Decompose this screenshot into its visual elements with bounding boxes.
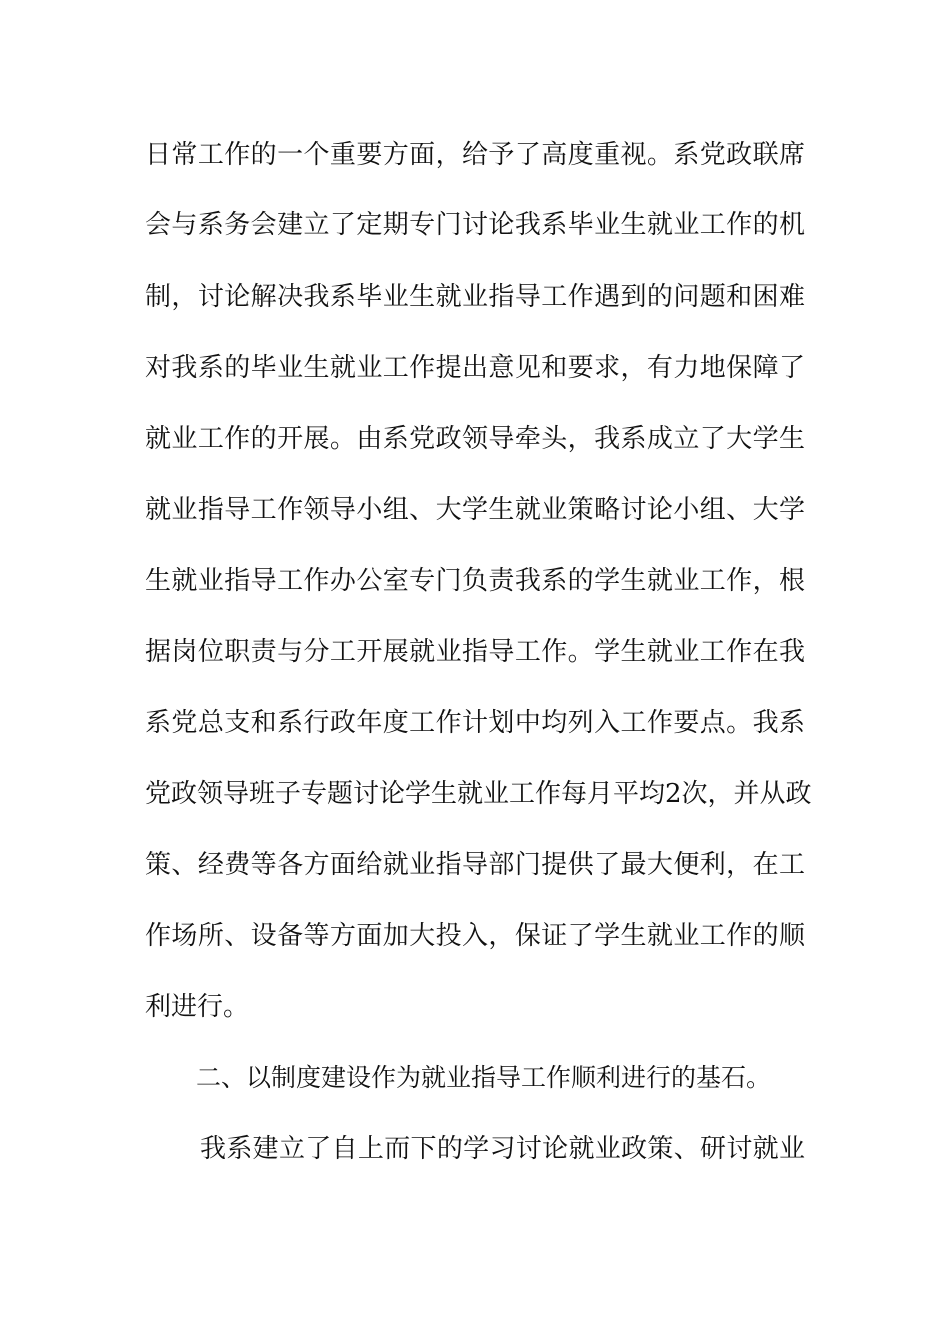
paragraph-line-7: 生就业指导工作办公室专门负责我系的学生就业工作，根 xyxy=(145,566,805,596)
paragraph-line-4: 对我系的毕业生就业工作提出意见和要求，有力地保障了 xyxy=(145,353,805,383)
section-heading: 二、以制度建设作为就业指导工作顺利进行的基石。 xyxy=(196,1063,772,1092)
paragraph-line-10: 党政领导班子专题讨论学生就业工作每月平均2次，并从政 xyxy=(145,779,812,809)
paragraph-line-2: 会与系务会建立了定期专门讨论我系毕业生就业工作的机 xyxy=(145,210,805,240)
paragraph-line-8: 据岗位职责与分工开展就业指导工作。学生就业工作在我 xyxy=(145,637,805,667)
paragraph-line-12: 作场所、设备等方面加大投入，保证了学生就业工作的顺 xyxy=(145,921,805,951)
paragraph-line-5: 就业工作的开展。由系党政领导牵头，我系成立了大学生 xyxy=(145,424,805,454)
paragraph-line-9: 系党总支和系行政年度工作计划中均列入工作要点。我系 xyxy=(145,708,805,738)
paragraph-line-1: 日常工作的一个重要方面，给予了高度重视。系党政联席 xyxy=(145,140,805,170)
paragraph-line-11: 策、经费等各方面给就业指导部门提供了最大便利，在工 xyxy=(145,850,805,880)
paragraph-line-13: 利进行。 xyxy=(145,992,250,1022)
paragraph-line-3: 制，讨论解决我系毕业生就业指导工作遇到的问题和困难 xyxy=(145,282,805,312)
paragraph-line-6: 就业指导工作领导小组、大学生就业策略讨论小组、大学 xyxy=(145,495,805,525)
next-paragraph-line-1: 我系建立了自上而下的学习讨论就业政策、研讨就业 xyxy=(200,1134,805,1164)
